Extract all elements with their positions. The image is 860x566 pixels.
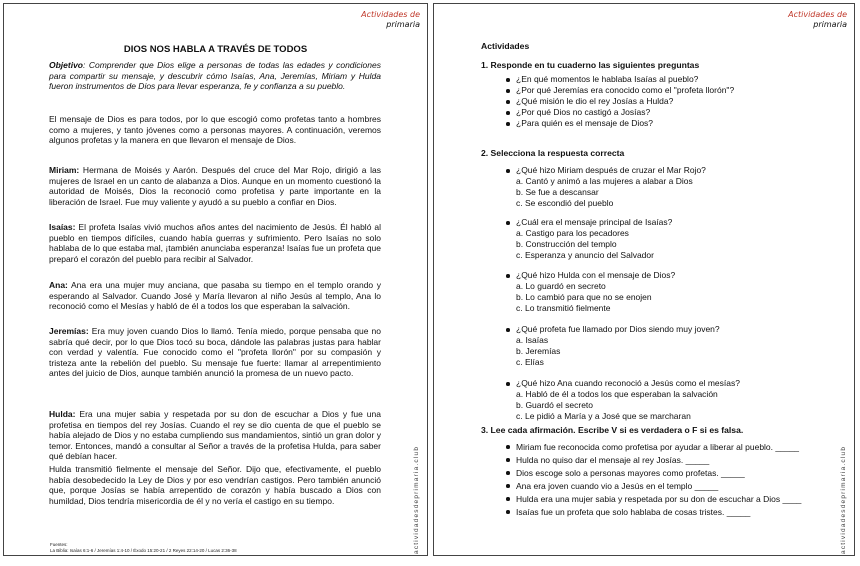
list-item: ¿Por qué Dios no castigó a Josías?: [506, 107, 836, 118]
list-item: Dios escoge solo a personas mayores como profetas. _____: [506, 467, 836, 480]
hulda-label: Hulda:: [49, 409, 76, 419]
question-text: ¿Qué hizo Miriam después de cruzar el Mar Rojo?: [506, 165, 836, 176]
miriam-text: Hermana de Moisés y Aarón. Después del cruce del Mar Rojo, dirigió a las mujeres de Israel en un canto de alabanza a Dios. Aunque en un momento cuestionó la autoridad de Moisés, Dios la reconoció como profetisa y parte importante en la liberación de Israel. Fue muy valiente y ayudó a su pueblo a confiar en Dios.: [49, 165, 381, 207]
miriam-label: Miriam:: [49, 165, 80, 175]
ana-paragraph: [49, 280, 381, 312]
jeremias-paragraph: [49, 326, 381, 379]
question-2: [506, 217, 836, 261]
list-item: ¿En qué momentos le hablaba Isaías al pueblo?: [506, 74, 836, 85]
left-page: [3, 3, 428, 556]
brand-line-1: Actividades de: [788, 10, 847, 19]
activities-title: Actividades: [481, 41, 530, 51]
isaias-label: Isaías:: [49, 222, 76, 232]
question-1: [506, 165, 836, 209]
section-1-list: [506, 74, 836, 129]
option: a. Cantó y animó a las mujeres a alabar a Dios: [516, 176, 693, 186]
list-item: Hulda era una mujer sabia y respetada por su don de escuchar a Dios ____: [506, 493, 836, 506]
side-watermark: actividadesdeprimaria.club: [413, 445, 420, 554]
brand-line-2: primaria: [386, 20, 420, 29]
objective-label: Objetivo: [49, 60, 84, 70]
sources-label: Fuentes:: [50, 542, 68, 547]
list-item: ¿Qué misión le dio el rey Josías a Hulda?: [506, 96, 836, 107]
option: c. Elías: [516, 357, 544, 367]
hulda-paragraph-2: Hulda transmitió fielmente el mensaje del Señor. Dijo que, efectivamente, el pueblo había desobedecido la Ley de Dios y por eso vendrían castigos. Pero también anunció que, porque Josías se había arrepentido de corazón y había buscado a Dios con humildad, Dios tendría misericordia de él y no vería el castigo en su tiempo.: [49, 464, 381, 506]
ana-text: Ana era una mujer muy anciana, que pasaba su tiempo en el templo orando y esperando al Salvador. Cuando José y María llevaron al niño Jesús al templo, Ana lo reconoció como el Mesías y habló de él a todos los que esperaban la salvación.: [49, 280, 381, 312]
option: a. Isaías: [516, 335, 549, 345]
side-watermark: actividadesdeprimaria.club: [840, 445, 847, 554]
list-item: Isaías fue un profeta que solo hablaba de cosas tristes. _____: [506, 506, 836, 519]
section-1-title: 1. Responde en tu cuaderno las siguientes preguntas: [481, 60, 700, 70]
option: b. Lo cambió para que no se enojen: [516, 292, 652, 302]
list-item: Miriam fue reconocida como profetisa por ayudar a liberar al pueblo. _____: [506, 441, 836, 454]
section-3-list: [506, 441, 836, 519]
question-3: [506, 270, 836, 314]
option: a. Lo guardó en secreto: [516, 281, 606, 291]
sources: [50, 542, 237, 553]
option: c. Esperanza y anuncio del Salvador: [516, 250, 654, 260]
option: c. Le pidió a María y a José que se marcharan: [516, 411, 691, 421]
brand-logo: [788, 10, 847, 30]
list-item: ¿Por qué Jeremías era conocido como el "profeta llorón"?: [506, 85, 836, 96]
objective: [49, 60, 381, 92]
question-text: ¿Qué hizo Hulda con el mensaje de Dios?: [506, 270, 836, 281]
brand-line-1: Actividades de: [361, 10, 420, 19]
hulda-text: Era una mujer sabia y respetada por su don de escuchar a Dios y fue una profetisa en tiempos del rey Josías. Cuando el rey se dio cuenta de que el pueblo se había alejado de Dios y no estaba cumpliendo sus mandamientos, sintió un gran dolor y temor. Entonces, mandó a consultar al Señor a través de la profetisa Hulda, para saber qué debían hacer.: [49, 409, 381, 462]
option: c. Se escondió del pueblo: [516, 198, 614, 208]
brand-logo: [361, 10, 420, 30]
question-4: [506, 324, 836, 368]
sources-text: La Biblia: Isaías 6:1-6 / Jeremías 1:4-10 / Éxodo 15:20-21 / 2 Reyes 22:14-20 / Lucas 2:36-38: [50, 547, 237, 553]
option: b. Construcción del templo: [516, 239, 617, 249]
right-page: [433, 3, 855, 556]
isaias-text: El profeta Isaías vivió muchos años antes del nacimiento de Jesús. Él habló al pueblo en tiempos difíciles, cuando había guerras y sufrimiento. Pero Isaías no solo hablaba de lo que estaba mal, ¡también anunciaba esperanza! Isaías fue un profeta que preparó el corazón del pueblo para recibir al Salvador.: [49, 222, 381, 264]
isaias-paragraph: [49, 222, 381, 264]
option: b. Se fue a descansar: [516, 187, 599, 197]
miriam-paragraph: [49, 165, 381, 207]
option: a. Castigo para los pecadores: [516, 228, 629, 238]
list-item: Ana era joven cuando vio a Jesús en el templo _____: [506, 480, 836, 493]
section-2-title: 2. Selecciona la respuesta correcta: [481, 148, 625, 158]
ana-label: Ana:: [49, 280, 68, 290]
question-5: [506, 378, 836, 422]
list-item: ¿Para quién es el mensaje de Dios?: [506, 118, 836, 129]
hulda-paragraph: [49, 409, 381, 462]
intro-paragraph: El mensaje de Dios es para todos, por lo que escogió como profetas tanto a hombres como a mujeres, y tanto jóvenes como a personas mayores. A continuación, veremos algunos profetas y la manera en que llevaron el mensaje de Dios.: [49, 114, 381, 146]
objective-text: : Comprender que Dios elige a personas de todas las edades y condiciones para compartir su mensaje, y descubrir cómo Isaías, Ana, Jeremías, Miriam y Hulda fueron instrumentos de Dios para llevar esperanza, fe y confianza a su pueblo.: [49, 60, 381, 92]
option: b. Jeremías: [516, 346, 561, 356]
section-3-title: 3. Lee cada afirmación. Escribe V si es verdadera o F si es falsa.: [481, 425, 744, 435]
page-title: DIOS NOS HABLA A TRAVÉS DE TODOS: [123, 44, 308, 55]
question-text: ¿Cuál era el mensaje principal de Isaías?: [506, 217, 836, 228]
brand-line-2: primaria: [813, 20, 847, 29]
question-text: ¿Qué hizo Ana cuando reconoció a Jesús como el mesías?: [506, 378, 836, 389]
option: a. Habló de él a todos los que esperaban la salvación: [516, 389, 718, 399]
jeremias-text: Era muy joven cuando Dios lo llamó. Tenía miedo, porque pensaba que no sabría qué decir, por lo que Dios tocó su boca, dándole las palabras justas para hablar con verdad y valentía. Fue conocido como el "profeta llorón" por su compasión y tristeza ante la rebelión del pueblo. Su mensaje fue fuerte: llamar al arrepentimiento antes del juicio de Dios, aunque también anunció la promesa de un nuevo pacto.: [49, 326, 381, 379]
list-item: Hulda no quiso dar el mensaje al rey Josías. _____: [506, 454, 836, 467]
question-text: ¿Qué profeta fue llamado por Dios siendo muy joven?: [506, 324, 836, 335]
option: c. Lo transmitió fielmente: [516, 303, 611, 313]
option: b. Guardó el secreto: [516, 400, 594, 410]
jeremias-label: Jeremías:: [49, 326, 89, 336]
